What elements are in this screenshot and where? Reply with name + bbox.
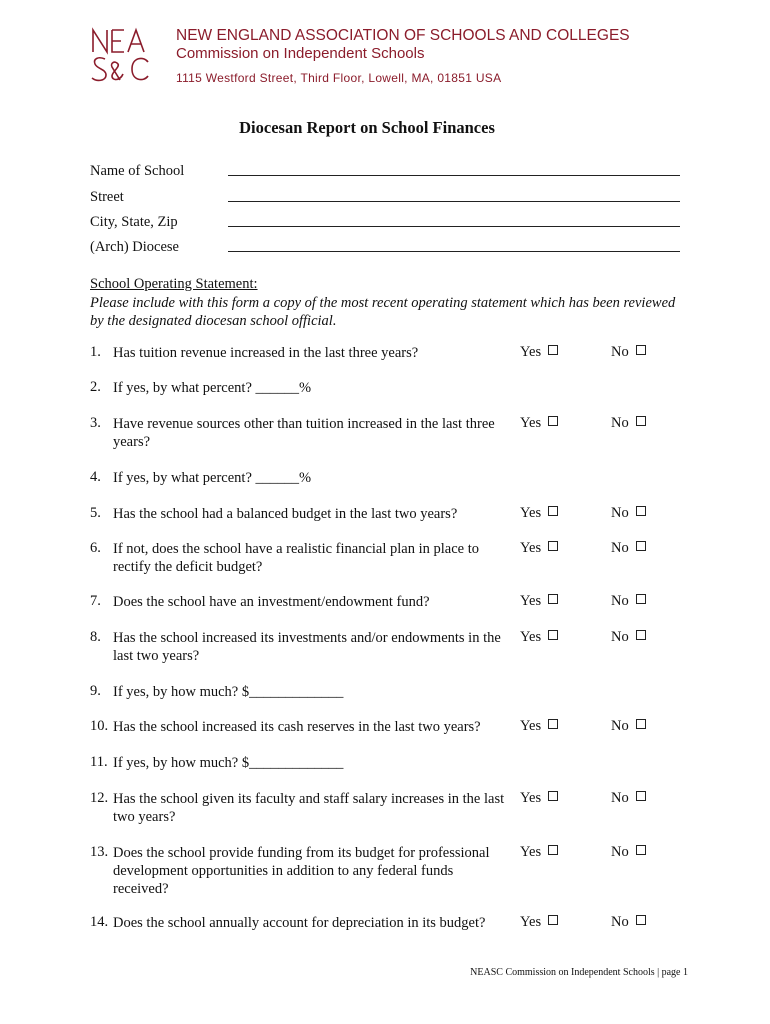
yes-checkbox[interactable] (548, 416, 558, 426)
yes-option[interactable] (520, 914, 558, 931)
no-option[interactable] (611, 914, 646, 931)
question-number: 9. (90, 683, 101, 699)
operating-statement-heading: School Operating Statement: (90, 276, 258, 292)
question-text[interactable]: If yes, by what percent? ______% (113, 470, 312, 486)
question-text: Has the school given its faculty and staff salary increases in the last two years? (113, 791, 505, 825)
page-footer: NEASC Commission on Independent Schools | page 1 (470, 967, 688, 978)
yes-option[interactable] (520, 629, 558, 646)
yes-checkbox[interactable] (548, 719, 558, 729)
no-checkbox[interactable] (636, 845, 646, 855)
no-label: No (611, 718, 629, 734)
question-number: 10. (90, 718, 109, 734)
no-label: No (611, 629, 629, 645)
yes-option[interactable] (520, 718, 558, 735)
question-number: 8. (90, 629, 101, 645)
field-name-of-school[interactable] (90, 163, 680, 185)
yes-option[interactable] (520, 344, 558, 361)
city-state-zip-input-line[interactable] (228, 226, 680, 227)
question-number: 7. (90, 593, 101, 609)
no-label: No (611, 593, 629, 609)
no-option[interactable] (611, 540, 646, 557)
question-number: 1. (90, 344, 101, 360)
question-text: Has the school increased its investments and/or endowments in the last two years? (113, 630, 501, 664)
field-diocese[interactable] (90, 239, 680, 261)
no-option[interactable] (611, 344, 646, 361)
neasc-logo (90, 26, 152, 84)
no-option[interactable] (611, 593, 646, 610)
street-input-line[interactable] (228, 201, 680, 202)
no-option[interactable] (611, 844, 646, 861)
question-number: 6. (90, 540, 101, 556)
question-text: Has tuition revenue increased in the last three years? (113, 345, 419, 361)
question-number: 13. (90, 844, 109, 860)
yes-checkbox[interactable] (548, 345, 558, 355)
no-label: No (611, 344, 629, 360)
field-city-state-zip[interactable] (90, 214, 680, 236)
question-number: 14. (90, 914, 109, 930)
question-text: Does the school annually account for depreciation in its budget? (113, 915, 486, 931)
no-checkbox[interactable] (636, 541, 646, 551)
yes-option[interactable] (520, 790, 558, 807)
yes-checkbox[interactable] (548, 791, 558, 801)
yes-label: Yes (520, 540, 542, 556)
name-of-school-input-line[interactable] (228, 175, 680, 176)
question-text: Does the school provide funding from its budget for professional development opportunities in addition to any federal funds received? (113, 845, 490, 897)
no-checkbox[interactable] (636, 630, 646, 640)
question-number: 12. (90, 790, 109, 806)
question-text: Does the school have an investment/endowment fund? (113, 594, 430, 610)
no-checkbox[interactable] (636, 791, 646, 801)
yes-checkbox[interactable] (548, 630, 558, 640)
field-label: Name of School (90, 163, 185, 179)
yes-option[interactable] (520, 540, 558, 557)
yes-option[interactable] (520, 505, 558, 522)
field-label: Street (90, 189, 124, 205)
yes-label: Yes (520, 790, 542, 806)
no-checkbox[interactable] (636, 506, 646, 516)
no-checkbox[interactable] (636, 416, 646, 426)
question-number: 11. (90, 754, 108, 770)
yes-label: Yes (520, 505, 542, 521)
diocese-input-line[interactable] (228, 251, 680, 252)
field-label: (Arch) Diocese (90, 239, 179, 255)
no-label: No (611, 844, 629, 860)
org-name: NEW ENGLAND ASSOCIATION OF SCHOOLS AND COLLEGES (176, 27, 630, 44)
yes-option[interactable] (520, 844, 558, 861)
question-text[interactable]: If yes, by how much? $_____________ (113, 755, 344, 771)
no-checkbox[interactable] (636, 345, 646, 355)
question-text[interactable]: If yes, by how much? $_____________ (113, 684, 344, 700)
yes-label: Yes (520, 344, 542, 360)
no-checkbox[interactable] (636, 594, 646, 604)
yes-label: Yes (520, 629, 542, 645)
question-text: Have revenue sources other than tuition increased in the last three years? (113, 416, 495, 450)
operating-statement-note: Please include with this form a copy of the most recent operating statement which has been reviewed by the designated diocesan school official. (90, 295, 676, 329)
no-option[interactable] (611, 629, 646, 646)
yes-option[interactable] (520, 593, 558, 610)
question-text: If not, does the school have a realistic financial plan in place to rectify the deficit budget? (113, 541, 479, 575)
no-checkbox[interactable] (636, 719, 646, 729)
yes-label: Yes (520, 718, 542, 734)
no-option[interactable] (611, 505, 646, 522)
yes-option[interactable] (520, 415, 558, 432)
no-label: No (611, 790, 629, 806)
yes-checkbox[interactable] (548, 506, 558, 516)
no-label: No (611, 415, 629, 431)
yes-checkbox[interactable] (548, 594, 558, 604)
yes-checkbox[interactable] (548, 915, 558, 925)
question-number: 4. (90, 469, 101, 485)
question-number: 3. (90, 415, 101, 431)
question-number: 2. (90, 379, 101, 395)
no-option[interactable] (611, 718, 646, 735)
no-option[interactable] (611, 790, 646, 807)
page-title: Diocesan Report on School Finances (239, 118, 495, 137)
yes-label: Yes (520, 914, 542, 930)
org-address: 1115 Westford Street, Third Floor, Lowell, MA, 01851 USA (176, 71, 502, 85)
question-text[interactable]: If yes, by what percent? ______% (113, 380, 312, 396)
field-label: City, State, Zip (90, 214, 178, 230)
yes-label: Yes (520, 593, 542, 609)
question-number: 5. (90, 505, 101, 521)
no-label: No (611, 914, 629, 930)
no-option[interactable] (611, 415, 646, 432)
field-street[interactable] (90, 189, 680, 211)
question-text: Has the school increased its cash reserves in the last two years? (113, 719, 481, 735)
no-checkbox[interactable] (636, 915, 646, 925)
no-label: No (611, 540, 629, 556)
yes-checkbox[interactable] (548, 845, 558, 855)
commission-name: Commission on Independent Schools (176, 45, 425, 62)
yes-label: Yes (520, 415, 542, 431)
yes-label: Yes (520, 844, 542, 860)
no-label: No (611, 505, 629, 521)
question-text: Has the school had a balanced budget in the last two years? (113, 506, 458, 522)
yes-checkbox[interactable] (548, 541, 558, 551)
